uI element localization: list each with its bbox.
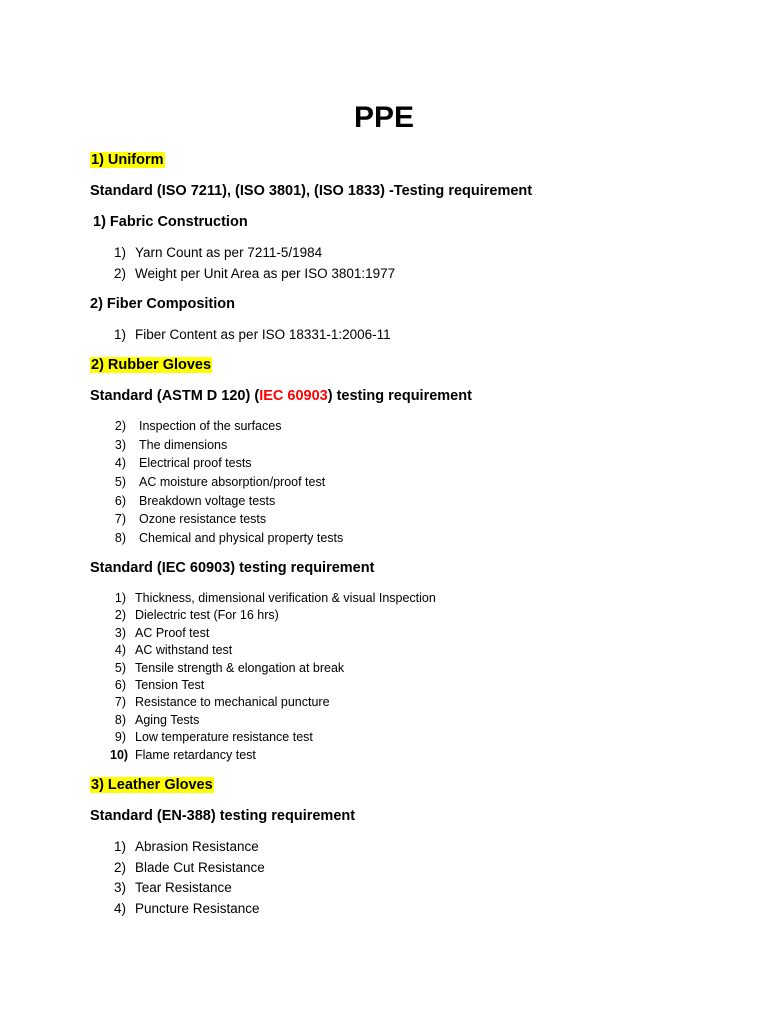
list-item: 8) Chemical and physical property tests: [114, 531, 344, 546]
list-item: 8) Aging Tests: [114, 712, 200, 727]
list-item: 2) Weight per Unit Area as per ISO 3801:1977: [113, 265, 396, 281]
iec-standard-heading: Standard (IEC 60903) testing requirement: [90, 560, 375, 576]
list-item: 3) Tear Resistance: [113, 880, 232, 895]
rubber-astm-list: [113, 417, 343, 548]
list-item: 10) Flame retardancy test: [110, 747, 256, 762]
leather-gloves-heading-text: 3) Leather Gloves: [91, 777, 213, 793]
leather-list: [113, 837, 265, 919]
uniform-heading-text: 1) Uniform: [91, 152, 164, 168]
list-item: 3) AC Proof test: [114, 625, 210, 640]
list-item: 9) Low temperature resistance test: [114, 730, 313, 745]
list-item: 7) Ozone resistance tests: [114, 512, 267, 527]
rubber-gloves-heading-text: 2) Rubber Gloves: [91, 357, 212, 373]
uniform-standard: Standard (ISO 7211), (ISO 3801), (ISO 1833) -Testing requirement: [90, 183, 533, 199]
list-item: 2) Inspection of the surfaces: [114, 419, 282, 433]
list-item: 1) Thickness, dimensional verification & visual Inspection: [114, 591, 436, 605]
list-item: 6) Breakdown voltage tests: [114, 493, 276, 508]
list-item: 4) AC withstand test: [114, 643, 233, 658]
iec-standard-highlight: IEC 60903: [259, 388, 328, 404]
list-item: 1) Yarn Count as per 7211-5/1984: [113, 245, 323, 260]
list-item: 4) Electrical proof tests: [114, 456, 252, 471]
fiber-composition-heading: 2) Fiber Composition: [90, 296, 235, 312]
list-item: 1) Abrasion Resistance: [113, 839, 259, 854]
document-title: PPE: [353, 101, 415, 134]
list-item: 2) Blade Cut Resistance: [113, 859, 265, 875]
list-item: 4) Puncture Resistance: [113, 900, 260, 916]
rubber-gloves-heading: [90, 355, 212, 375]
rubber-iec-list: [110, 590, 436, 764]
list-item: 5) AC moisture absorption/proof test: [114, 475, 326, 490]
list-item: 2) Dielectric test (For 16 hrs): [114, 608, 279, 623]
list-item: 1) Fiber Content as per ISO 18331-1:2006-11: [113, 327, 391, 342]
rubber-standard: Standard (ASTM D 120) (IEC 60903) testing requirement: [90, 388, 472, 404]
leather-standard: Standard (EN-388) testing requirement: [90, 808, 356, 824]
list-item: 7) Resistance to mechanical puncture: [114, 695, 330, 710]
uniform-heading: [90, 150, 165, 170]
list-item: 6) Tension Test: [114, 677, 205, 692]
fabric-construction-list: [113, 243, 395, 284]
leather-gloves-heading: [90, 775, 214, 795]
fiber-composition-list: [113, 325, 391, 346]
list-item: 3) The dimensions: [114, 437, 228, 452]
list-item: 5) Tensile strength & elongation at break: [114, 660, 345, 675]
fabric-construction-heading: 1) Fabric Construction: [93, 214, 248, 230]
